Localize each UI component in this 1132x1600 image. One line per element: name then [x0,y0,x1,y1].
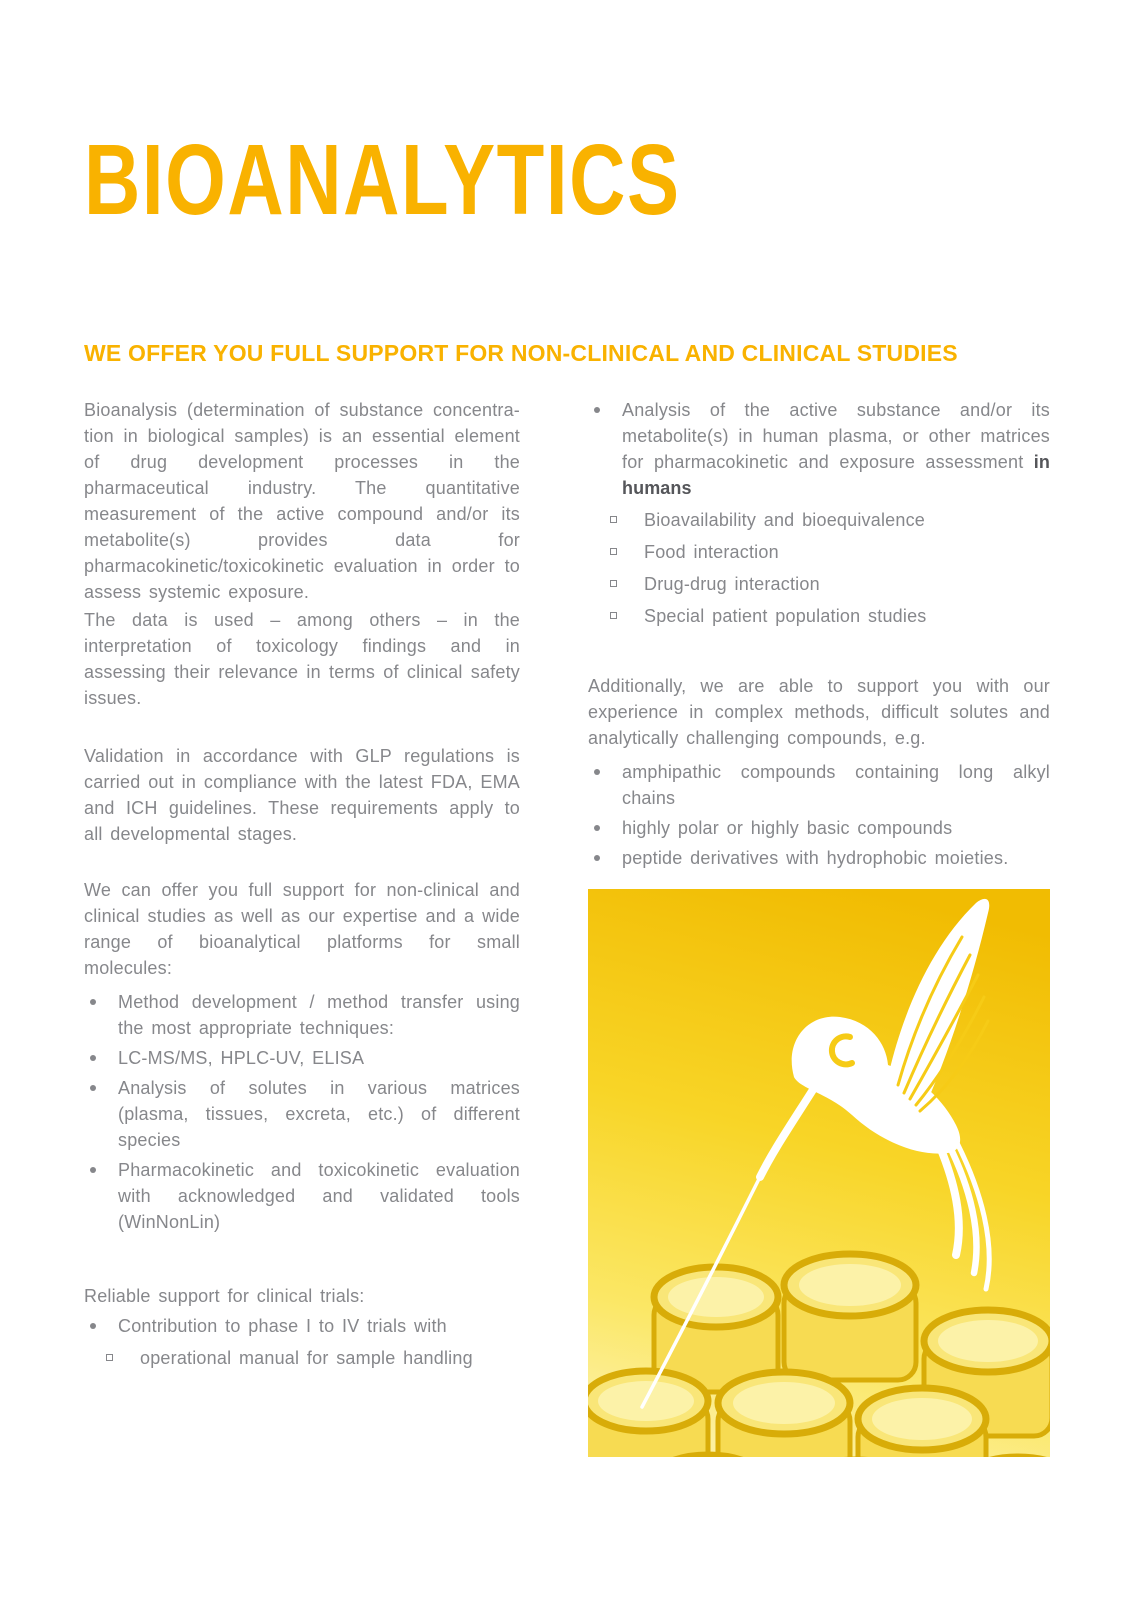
list-item-text: Method development / method transfer using the most appropriate techniques: [118,992,520,1038]
list-item-text: operational manual for sample handling [140,1348,473,1368]
analysis-bullet-list [588,397,1050,629]
bullet-dot-icon [594,407,600,413]
sub-list-item [588,571,1050,597]
left-column [84,397,520,1457]
list-item-text: Food interaction [644,542,779,562]
list-item-text: LC-MS/MS, HPLC-UV, ELISA [118,1048,365,1068]
list-item-text: highly polar or highly basic compounds [622,818,953,838]
bullet-dot-icon [90,1055,96,1061]
bullet-dot-icon [90,999,96,1005]
paragraph-validation: Validation in accordance with GLP regulations is carried out in compliance with the latest FDA, EMA and ICH guidelines. These requirements apply to all developmental stages. [84,746,520,844]
list-item-text: Analysis of solutes in various matrices (plasma, tissues, excreta, etc.) of different species [118,1078,520,1150]
list-item-text: Drug-drug interaction [644,574,820,594]
paragraph-offer: We can offer you full support for non-clinical and clinical studies as well as our expertise and a wide range of bioanalytical platforms for small molecules: [84,880,520,978]
bullet-square-icon [610,516,617,523]
list-item-text: amphipathic compounds containing long alkyl chains [622,762,1050,808]
list-item-text: Pharmacokinetic and toxicokinetic evaluation with acknowledged and validated tools (WinNonLin) [118,1160,520,1232]
bullet-dot-icon [90,1167,96,1173]
list-item [84,989,520,1041]
sub-list-item [588,603,1050,629]
right-column [588,397,1050,1457]
paragraph-data-use: The data is used – among others – in the interpretation of toxicology findings and in assessing their relevance in terms of clinical safety issues. [84,610,520,708]
list-item-text: peptide derivatives with hydrophobic moieties. [622,848,1009,868]
clinical-trials-list [84,1313,520,1371]
page-title: BIOANALYTICS [84,124,681,236]
sub-list-item [588,539,1050,565]
list-item [588,397,1050,501]
list-item [84,1075,520,1153]
list-item [588,815,1050,841]
list-item-text: Analysis of the active substance and/or its metabolite(s) in human plasma, or other matrices for pharmacokinetic and exposure assessment [622,400,1050,472]
list-item [588,845,1050,871]
list-item-text: Contribution to phase I to IV trials with [118,1316,447,1336]
bullet-dot-icon [90,1323,96,1329]
challenging-compounds-list [588,759,1050,871]
paragraph-additional-support: Additionally, we are able to support you with our experience in complex methods, difficult solutes and analytically challenging compounds, e.g. [588,676,1050,748]
bullet-dot-icon [90,1085,96,1091]
list-item-text: Bioavailability and bioequivalence [644,510,925,530]
sub-list-item [588,507,1050,533]
bullet-square-icon [106,1354,113,1361]
list-item [84,1045,520,1071]
in-humans-emphasis: in humans [622,452,1050,498]
bullet-square-icon [610,612,617,619]
platform-bullet-list [84,989,520,1235]
bullet-square-icon [610,580,617,587]
clinical-trials-heading: Reliable support for clinical trials: [84,1286,365,1306]
list-item [84,1157,520,1235]
section-heading: WE OFFER YOU FULL SUPPORT FOR NON-CLINICAL AND CLINICAL STUDIES [84,340,958,366]
list-item [84,1313,520,1339]
hummingbird-test-tubes-photo [588,889,1050,1457]
sub-list-item [84,1345,520,1371]
bullet-square-icon [610,548,617,555]
list-item [588,759,1050,811]
page-content [0,124,1132,1457]
bullet-dot-icon [594,855,600,861]
two-column-layout [84,397,1052,1457]
list-item-text: Special patient population studies [644,606,927,626]
bullet-dot-icon [594,769,600,775]
bullet-dot-icon [594,825,600,831]
paragraph-bioanalysis: Bioanalysis (determination of substance concentra- tion in biological samples) is an essential element of drug development processes in the pharmaceutical industry. The quantitative measurement of the active compound and/or its metabolite(s) provides data for pharmacokinetic/toxicokinetic evaluation in order to assess systemic exposure. [84,400,520,602]
